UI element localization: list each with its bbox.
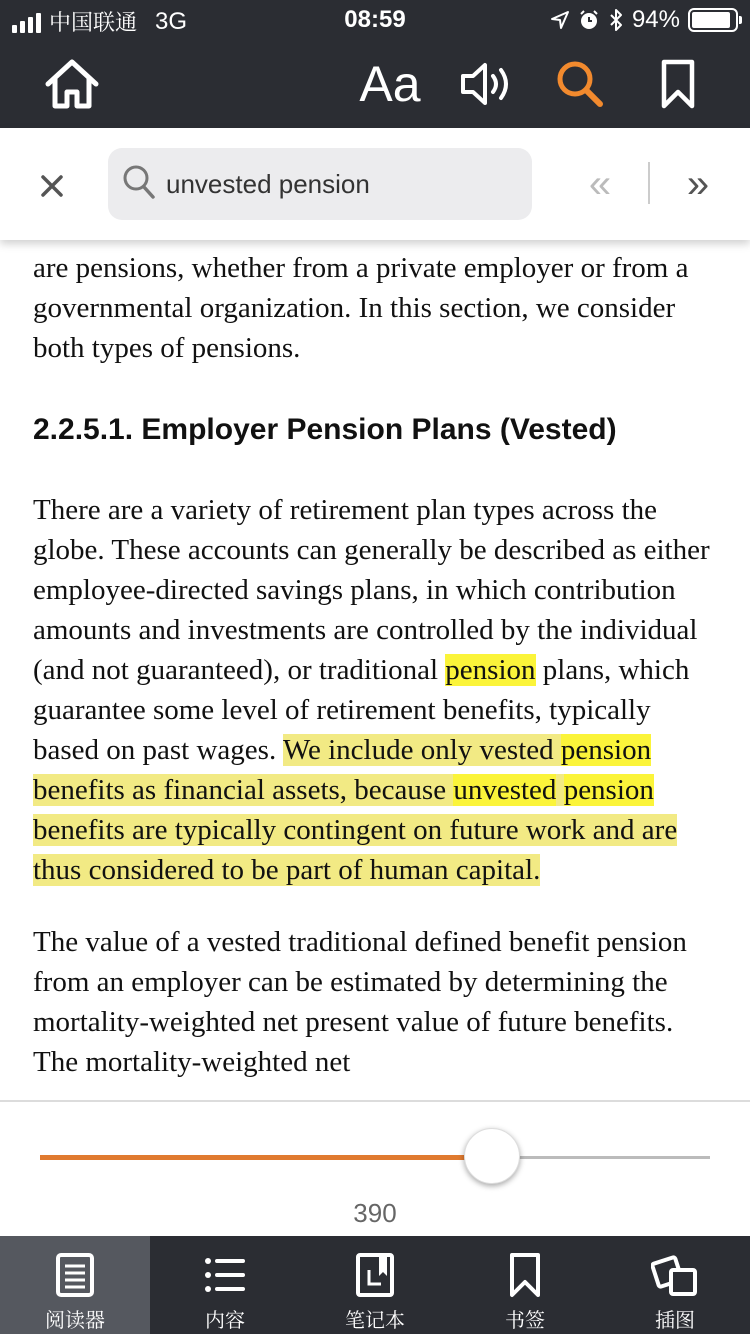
text-run: There are a variety of retirement plan types across the globe. These accounts can generally be described as either employee-directed savings plans, in which contribution amounts and investments are controlled by the individual (and not guaranteed), or traditional [33,494,710,686]
tab-label: 插图 [655,1308,695,1332]
network-label: 3G [155,7,188,35]
read-aloud-button[interactable] [455,54,519,114]
slider-fill [40,1155,492,1160]
slider-thumb[interactable] [464,1128,520,1184]
tab-bookmarks[interactable] [450,1236,600,1334]
highlighted-text[interactable]: benefits are typically contingent on future work and are thus considered to be part of human capital. [33,814,678,886]
notebook-icon [355,1252,395,1298]
bottom-tab-bar [0,1236,750,1334]
battery-percent: 94% [631,6,680,33]
text-run: plans, which guarantee some level of retirement benefits, typically based on past wages. [33,654,690,766]
close-search-button[interactable] [30,164,74,208]
tab-label: 书签 [505,1308,545,1332]
tab-notebook[interactable] [300,1236,450,1334]
section-heading: 2.2.5.1. Employer Pension Plans (Vested) [33,413,617,446]
status-right [550,6,738,34]
bookmark-icon [660,58,696,110]
search-input[interactable] [166,162,516,206]
body-paragraph: The value of a vested traditional defined benefit pension from an employer can be estimated by determining the mortality-weighted net present value of future benefits. The mortality-weighted net [33,926,687,1078]
search-icon [554,58,606,110]
previous-result-button[interactable]: « [588,162,612,206]
highlighted-text[interactable]: benefits as financial assets, because [33,774,454,806]
home-button[interactable] [40,54,104,114]
body-paragraph [33,490,723,890]
next-result-button[interactable]: » [686,162,710,206]
reader-toolbar [0,40,750,128]
carrier-label: 中国联通 [49,11,138,36]
search-icon [122,164,156,202]
progress-panel [0,1100,750,1236]
font-settings-button[interactable]: Aa [359,56,421,112]
bookmark-button[interactable] [646,54,710,114]
battery-icon [688,8,738,32]
tab-label: 阅读器 [45,1308,105,1332]
close-icon [40,174,64,198]
search-match[interactable]: pension [445,654,536,686]
status-bar [0,0,750,40]
contents-list-icon [203,1255,247,1295]
tab-reader[interactable] [0,1236,150,1334]
alarm-icon [578,9,600,31]
bookmark-icon [508,1251,542,1299]
clock: 08:59 [344,6,406,33]
home-icon [42,56,102,112]
bluetooth-icon [608,8,624,32]
illustrations-icon [651,1252,699,1298]
book-page [33,208,723,1082]
page-slider[interactable] [40,1156,710,1159]
intro-paragraph: are pensions, whether from a private employer or from a governmental organization. In this section, we consider both types of pensions. [33,252,689,364]
tab-contents[interactable] [150,1236,300,1334]
search-match[interactable]: pension [560,734,652,766]
reader-icon [55,1252,95,1298]
book-content[interactable] [0,208,750,1100]
search-button[interactable] [548,54,612,114]
tab-label: 内容 [205,1308,245,1332]
highlighted-text[interactable]: We include only vested [282,734,561,766]
search-bar [0,128,750,240]
search-field[interactable] [108,148,532,220]
divider [648,162,650,204]
speaker-icon [459,60,515,108]
location-icon [550,10,570,30]
page-number: 390 [353,1198,397,1228]
tab-label: 笔记本 [345,1308,405,1332]
search-match[interactable]: unvested [453,774,557,806]
search-match[interactable]: pension [563,774,654,806]
highlighted-text[interactable] [556,774,563,806]
tab-illustrations[interactable] [600,1236,750,1334]
